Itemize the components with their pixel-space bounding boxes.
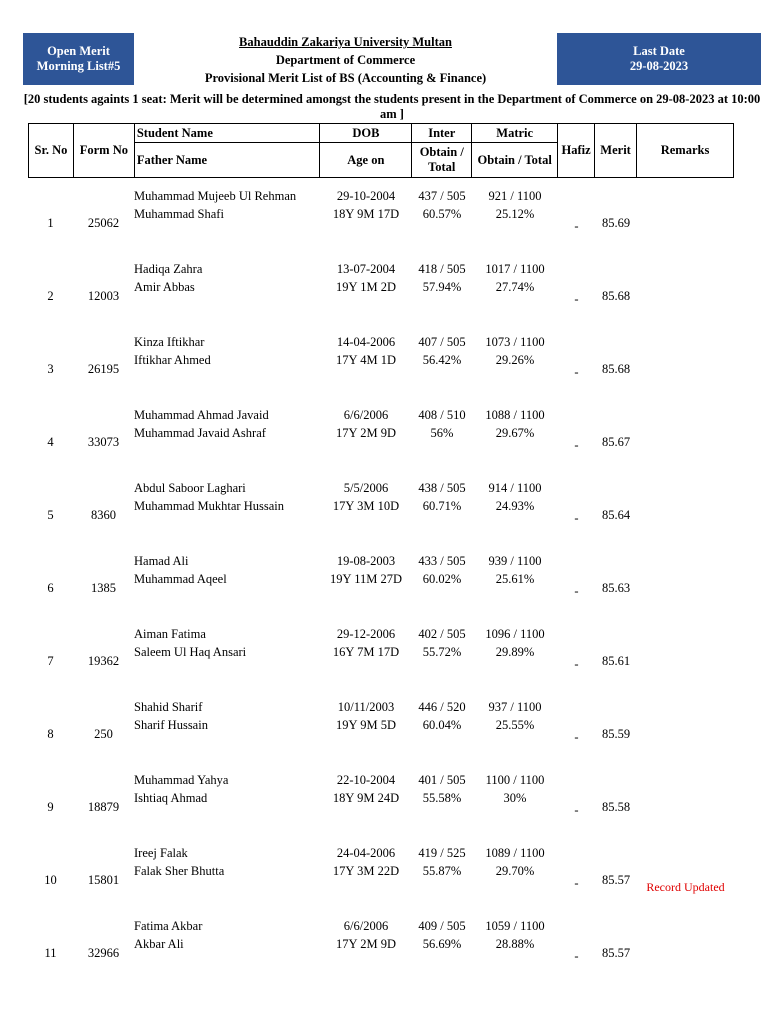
last-date-label: Last Date <box>633 44 685 58</box>
sr-no: 10 <box>44 873 57 887</box>
form-no: 1385 <box>91 581 116 595</box>
father-name: Saleem Ul Haq Ansari <box>134 645 247 659</box>
matric-marks: 1073 / 1100 <box>485 335 545 349</box>
table-row <box>0 616 768 689</box>
merit-score: 85.63 <box>601 581 631 595</box>
form-no: 15801 <box>87 873 120 887</box>
table-row <box>0 251 768 324</box>
student-name: Kinza Iftikhar <box>134 335 205 349</box>
student-name: Aiman Fatima <box>134 627 206 641</box>
dob: 22-10-2004 <box>336 773 396 787</box>
sr-no: 1 <box>47 216 54 230</box>
col-remarks: Remarks <box>637 124 734 178</box>
hafiz: - <box>574 438 579 452</box>
student-name: Muhammad Yahya <box>134 773 229 787</box>
hafiz: - <box>574 730 579 744</box>
list-type-badge <box>23 33 134 85</box>
student-name: Fatima Akbar <box>134 919 203 933</box>
table-row <box>0 835 768 908</box>
matric-marks: 1088 / 1100 <box>485 408 545 422</box>
father-name: Amir Abbas <box>134 280 195 294</box>
hafiz: - <box>574 657 579 671</box>
father-name: Sharif Hussain <box>134 718 208 732</box>
col-age-on: Age on <box>320 143 412 178</box>
father-name: Muhammad Javaid Ashraf <box>134 426 266 440</box>
form-no: 250 <box>94 727 113 741</box>
matric-percent: 29.26% <box>495 353 535 367</box>
dob: 24-04-2006 <box>336 846 396 860</box>
matric-percent: 29.89% <box>495 645 535 659</box>
student-name: Hadiqa Zahra <box>134 262 203 276</box>
hafiz: - <box>574 584 579 598</box>
matric-percent: 29.70% <box>495 864 535 878</box>
age-on: 17Y 2M 9D <box>336 426 396 440</box>
matric-percent: 25.55% <box>495 718 535 732</box>
department-name: Department of Commerce <box>275 53 416 67</box>
age-on: 17Y 3M 22D <box>332 864 400 878</box>
sr-no: 8 <box>47 727 54 741</box>
dob: 13-07-2004 <box>336 262 396 276</box>
inter-percent: 55.87% <box>422 864 462 878</box>
form-no: 8360 <box>91 508 116 522</box>
age-on: 17Y 2M 9D <box>336 937 396 951</box>
hafiz: - <box>574 949 579 963</box>
sr-no: 6 <box>47 581 54 595</box>
matric-percent: 29.67% <box>495 426 535 440</box>
inter-marks: 446 / 520 <box>418 700 466 714</box>
matric-marks: 914 / 1100 <box>488 481 542 495</box>
table-row <box>0 470 768 543</box>
student-name: Abdul Saboor Laghari <box>134 481 246 495</box>
list-type-line1: Open Merit <box>47 44 110 58</box>
father-name: Akbar Ali <box>134 937 184 951</box>
hafiz: - <box>574 292 579 306</box>
merit-score: 85.68 <box>601 362 631 376</box>
form-no: 19362 <box>87 654 120 668</box>
matric-percent: 30% <box>503 791 527 805</box>
sr-no: 5 <box>47 508 54 522</box>
form-no: 12003 <box>87 289 120 303</box>
matric-marks: 939 / 1100 <box>488 554 542 568</box>
age-on: 17Y 4M 1D <box>336 353 396 367</box>
merit-score: 85.67 <box>601 435 631 449</box>
table-row <box>0 543 768 616</box>
merit-score: 85.58 <box>601 800 631 814</box>
inter-marks: 401 / 505 <box>418 773 466 787</box>
sr-no: 3 <box>47 362 54 376</box>
inter-percent: 60.71% <box>422 499 462 513</box>
matric-marks: 1089 / 1100 <box>485 846 545 860</box>
table-row <box>0 324 768 397</box>
list-title: Provisional Merit List of BS (Accounting & Finance) <box>204 71 487 85</box>
table-row <box>0 397 768 470</box>
student-name: Muhammad Ahmad Javaid <box>134 408 269 422</box>
col-inter: Inter <box>412 124 472 143</box>
matric-percent: 24.93% <box>495 499 535 513</box>
inter-marks: 438 / 505 <box>418 481 466 495</box>
inter-marks: 408 / 510 <box>418 408 466 422</box>
sr-no: 9 <box>47 800 54 814</box>
hafiz: - <box>574 365 579 379</box>
matric-marks: 1059 / 1100 <box>485 919 545 933</box>
merit-score: 85.61 <box>601 654 631 668</box>
sr-no: 11 <box>44 946 57 960</box>
matric-percent: 28.88% <box>495 937 535 951</box>
matric-percent: 27.74% <box>495 280 535 294</box>
inter-marks: 418 / 505 <box>418 262 466 276</box>
form-no: 26195 <box>87 362 120 376</box>
university-name: Bahauddin Zakariya University Multan <box>239 35 452 49</box>
last-date-badge <box>557 33 761 85</box>
merit-score: 85.64 <box>601 508 631 522</box>
inter-percent: 60.57% <box>422 207 462 221</box>
father-name: Muhammad Mukhtar Hussain <box>134 499 284 513</box>
last-date-value: 29-08-2023 <box>629 59 689 73</box>
col-father-name: Father Name <box>134 143 320 178</box>
merit-score: 85.59 <box>601 727 631 741</box>
hafiz: - <box>574 511 579 525</box>
student-name: Muhammad Mujeeb Ul Rehman <box>134 189 297 203</box>
inter-marks: 409 / 505 <box>418 919 466 933</box>
dob: 29-10-2004 <box>336 189 396 203</box>
hafiz: - <box>574 876 579 890</box>
matric-marks: 1096 / 1100 <box>485 627 545 641</box>
father-name: Falak Sher Bhutta <box>134 864 225 878</box>
merit-note: [20 students againts 1 seat: Merit will be determined amongst the students present in the Department of Commerce on 29-08-2023 at 10:00 am ] <box>23 92 761 121</box>
inter-marks: 433 / 505 <box>418 554 466 568</box>
list-type-line2: Morning List#5 <box>36 59 121 73</box>
dob: 6/6/2006 <box>343 408 389 422</box>
col-matric-obtain-total: Obtain / Total <box>472 143 558 178</box>
remarks: Record Updated <box>646 880 725 894</box>
inter-percent: 55.58% <box>422 791 462 805</box>
student-name: Hamad Ali <box>134 554 189 568</box>
sr-no: 2 <box>47 289 54 303</box>
col-merit: Merit <box>595 124 637 178</box>
inter-percent: 60.04% <box>422 718 462 732</box>
dob: 14-04-2006 <box>336 335 396 349</box>
form-no: 32966 <box>87 946 120 960</box>
age-on: 19Y 11M 27D <box>330 572 402 586</box>
hafiz: - <box>574 803 579 817</box>
matric-marks: 1100 / 1100 <box>485 773 545 787</box>
hafiz: - <box>574 219 579 233</box>
age-on: 19Y 9M 5D <box>336 718 396 732</box>
father-name: Ishtiaq Ahmad <box>134 791 208 805</box>
student-name: Ireej Falak <box>134 846 188 860</box>
inter-percent: 60.02% <box>422 572 462 586</box>
matric-marks: 937 / 1100 <box>488 700 542 714</box>
col-sr-no: Sr. No <box>29 124 74 178</box>
inter-percent: 57.94% <box>422 280 462 294</box>
col-inter-obtain-total: Obtain / Total <box>412 143 472 178</box>
inter-marks: 402 / 505 <box>418 627 466 641</box>
form-no: 33073 <box>87 435 120 449</box>
matric-marks: 921 / 1100 <box>488 189 542 203</box>
merit-score: 85.68 <box>601 289 631 303</box>
sr-no: 4 <box>47 435 54 449</box>
merit-score: 85.57 <box>601 946 631 960</box>
inter-marks: 437 / 505 <box>418 189 466 203</box>
age-on: 16Y 7M 17D <box>332 645 400 659</box>
table-row <box>0 762 768 835</box>
table-header <box>28 123 734 178</box>
merit-score: 85.57 <box>601 873 631 887</box>
col-student-name: Student Name <box>134 124 320 143</box>
matric-percent: 25.12% <box>495 207 535 221</box>
col-hafiz: Hafiz <box>558 124 595 178</box>
age-on: 18Y 9M 17D <box>332 207 400 221</box>
inter-percent: 56% <box>430 426 454 440</box>
inter-percent: 56.69% <box>422 937 462 951</box>
form-no: 18879 <box>87 800 120 814</box>
dob: 10/11/2003 <box>337 700 395 714</box>
dob: 5/5/2006 <box>343 481 389 495</box>
merit-score: 85.69 <box>601 216 631 230</box>
col-matric: Matric <box>472 124 558 143</box>
col-dob: DOB <box>320 124 412 143</box>
age-on: 18Y 9M 24D <box>332 791 400 805</box>
inter-marks: 407 / 505 <box>418 335 466 349</box>
dob: 29-12-2006 <box>336 627 396 641</box>
dob: 6/6/2006 <box>343 919 389 933</box>
inter-percent: 56.42% <box>422 353 462 367</box>
table-row <box>0 689 768 762</box>
father-name: Muhammad Aqeel <box>134 572 227 586</box>
dob: 19-08-2003 <box>336 554 396 568</box>
matric-percent: 25.61% <box>495 572 535 586</box>
table-row <box>0 908 768 981</box>
student-name: Shahid Sharif <box>134 700 203 714</box>
age-on: 19Y 1M 2D <box>336 280 396 294</box>
form-no: 25062 <box>87 216 120 230</box>
age-on: 17Y 3M 10D <box>332 499 400 513</box>
matric-marks: 1017 / 1100 <box>485 262 545 276</box>
col-form-no: Form No <box>73 124 134 178</box>
inter-percent: 55.72% <box>422 645 462 659</box>
inter-marks: 419 / 525 <box>418 846 466 860</box>
father-name: Muhammad Shafi <box>134 207 224 221</box>
table-row <box>0 178 768 251</box>
father-name: Iftikhar Ahmed <box>134 353 211 367</box>
sr-no: 7 <box>47 654 54 668</box>
